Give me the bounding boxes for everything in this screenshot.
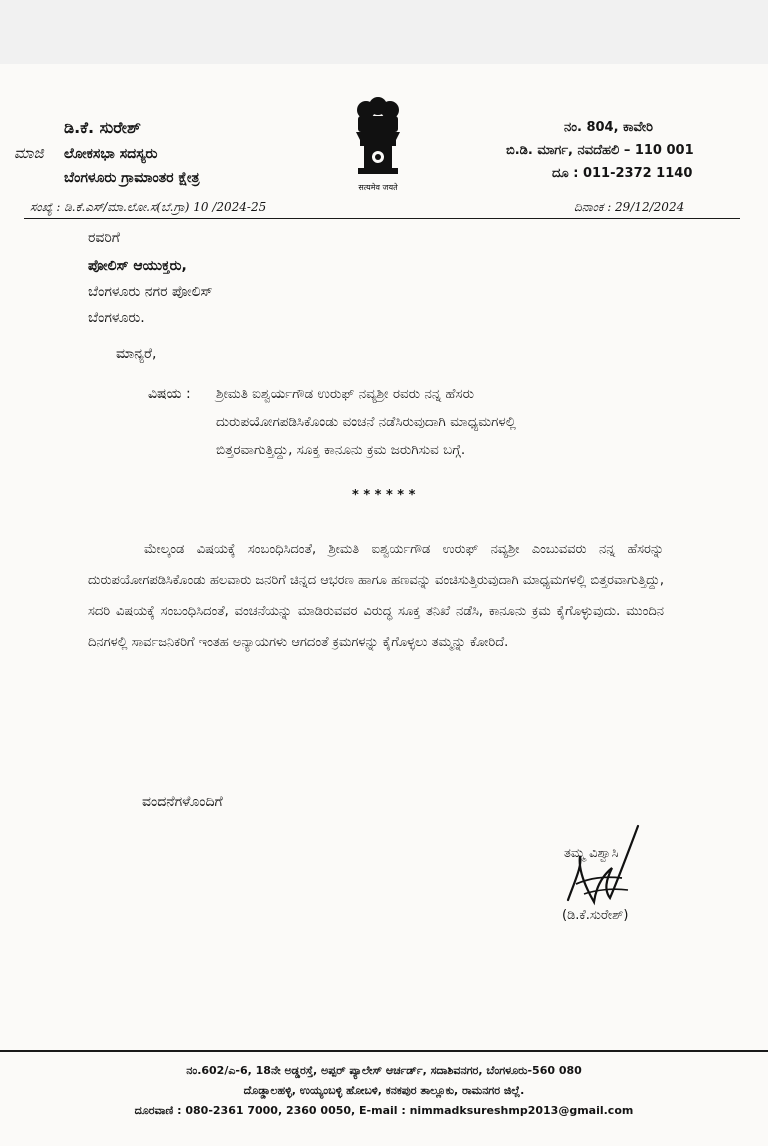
office-address-line1: ನಂ. 804, ಕಾವೇರಿ <box>564 120 653 135</box>
sender-constituency: ಬೆಂಗಳೂರು ಗ್ರಾಮಾಂತರ ಕ್ಷೇತ್ರ <box>64 170 200 186</box>
subject-label: ವಿಷಯ : <box>148 386 191 402</box>
subject-line-3: ಬಿತ್ತರವಾಗುತ್ತಿದ್ದು, ಸೂಕ್ತ ಕಾನೂನು ಕ್ರಮ ಜರುಗಿಸುವ ಬಗ್ಗೆ. <box>216 442 466 458</box>
recipient-line-3: ಬೆಂಗಳೂರು ನಗರ ಪೋಲಿಸ್ <box>88 284 213 300</box>
signer-name: (ಡಿ.ಕೆ.ಸುರೇಶ್) <box>562 908 629 923</box>
subject-line-2: ದುರುಪಯೋಗಪಡಿಸಿಕೊಂಡು ವಂಚನೆ ನಡೆಸಿರುವುದಾಗಿ ಮಾಧ್ಯಮಗಳಲ್ಲಿ <box>216 414 516 430</box>
letterhead-divider <box>24 218 740 219</box>
letter-date: ದಿನಾಂಕ : 29/12/2024 <box>574 200 685 214</box>
recipient-line-1: ರವರಿಗೆ <box>88 230 120 246</box>
emblem-icon <box>346 96 410 180</box>
separator-stars: * * * * * * <box>352 488 416 503</box>
emblem-motto: सत्यमेव जयते <box>358 183 398 192</box>
top-bar <box>0 0 768 64</box>
sender-name: ಡಿ.ಕೆ. ಸುರೇಶ್ <box>64 118 141 137</box>
salutation: ಮಾನ್ಯರೆ, <box>116 346 157 362</box>
footer-address-line-2: ದೊಡ್ಡಾಲಹಳ್ಳಿ, ಉಯ್ಯಂಬಳ್ಳಿ ಹೋಬಳಿ, ಕನಕಪುರ ತಾಲ್ಲೂಕು, ರಾಮನಗರ ಜಿಲ್ಲೆ. <box>243 1084 525 1097</box>
office-phone: ದೂ : 011-2372 1140 <box>552 166 693 181</box>
office-address-line2: ಬಿ.ಡಿ. ಮಾರ್ಗ, ನವದೆಹಲಿ – 110 001 <box>506 143 694 158</box>
recipient-line-2: ಪೋಲಿಸ್ ಆಯುಕ್ತರು, <box>88 258 187 274</box>
handwritten-signature <box>556 818 648 914</box>
former-mark-handwritten: ಮಾಜಿ <box>14 144 44 162</box>
subject-line-1: ಶ್ರೀಮತಿ ಐಶ್ವರ್ಯಗೌಡ ಉರುಫ್ ನವ್ಯಶ್ರೀ ರವರು ನನ್ನ ಹೆಸರು <box>216 386 475 402</box>
footer-address-line-1: ನಂ.602/ಎ-6, 18ನೇ ಅಡ್ಡರಸ್ತೆ, ಅಪ್ಪರ್ ಪ್ಯಾಲೇಸ್ ಆರ್ಚರ್ಡ್, ಸದಾಶಿವನಗರ, ಬೆಂಗಳೂರು-560 080 <box>186 1064 582 1077</box>
footer-contact-line: ದೂರವಾಣಿ : 080-2361 7000, 2360 0050, E-mail : nimmadksureshmp2013@gmail.com <box>134 1104 634 1117</box>
sender-designation: ಲೋಕಸಭಾ ಸದಸ್ಯರು <box>64 146 158 162</box>
national-emblem <box>346 96 410 194</box>
closing: ವಂದನೆಗಳೊಂದಿಗೆ <box>142 794 223 810</box>
footer-divider <box>0 1050 768 1052</box>
body-paragraph: ಮೇಲ್ಕಂಡ ವಿಷಯಕ್ಕೆ ಸಂಬಂಧಿಸಿದಂತೆ, ಶ್ರೀಮತಿ ಐಶ್ವರ್ಯಗೌಡ ಉರುಫ್ ನವ್ಯಶ್ರೀ ಎಂಬುವವರು ನನ್ನ ಹೆಸರನ್ನು ದುರುಪಯೋಗಪಡಿಸಿಕೊಂಡು ಹಲವಾರು ಜನರಿಗೆ ಚಿನ್ನದ ಆಭರಣ ಹಾಗೂ ಹಣವನ್ನು ವಂಚಿಸುತ್ತಿರುವುದಾಗಿ ಮಾಧ್ಯಮಗಳಲ್ಲಿ ಬಿತ್ತರವಾಗುತ್ತಿದ್ದು, ಸದರಿ ವಿಷಯಕ್ಕೆ ಸಂಬಂಧಿಸಿದಂತೆ, ವಂಚನೆಯನ್ನು ಮಾಡಿರುವವರ ವಿರುದ್ಧ ಸೂಕ್ತ ತನಿಖೆ ನಡೆಸಿ, ಕಾನೂನು ಕ್ರಮ ಕೈಗೊಳ್ಳುವುದು. ಮುಂದಿನ ದಿನಗಳಲ್ಲಿ ಸಾರ್ವಜನಿಕರಿಗೆ ಇಂತಹ ಅನ್ಯಾಯಗಳು ಆಗದಂತೆ ಕ್ರಮಗಳನ್ನು ಕೈಗೊಳ್ಳಲು ತಮ್ಮನ್ನು ಕೋರಿದೆ. <box>88 542 664 650</box>
yours-faithfully: ತಮ್ಮ ವಿಶ್ವಾಸಿ <box>564 846 619 861</box>
reference-number: ಸಂಖ್ಯೆ : ಡಿ.ಕೆ.ಎಸ್/ಮಾ.ಲೋ.ಸ(ಬೆ.ಗ್ರಾ) 10 /2024-25 <box>30 200 267 214</box>
recipient-line-4: ಬೆಂಗಳೂರು. <box>88 310 145 326</box>
